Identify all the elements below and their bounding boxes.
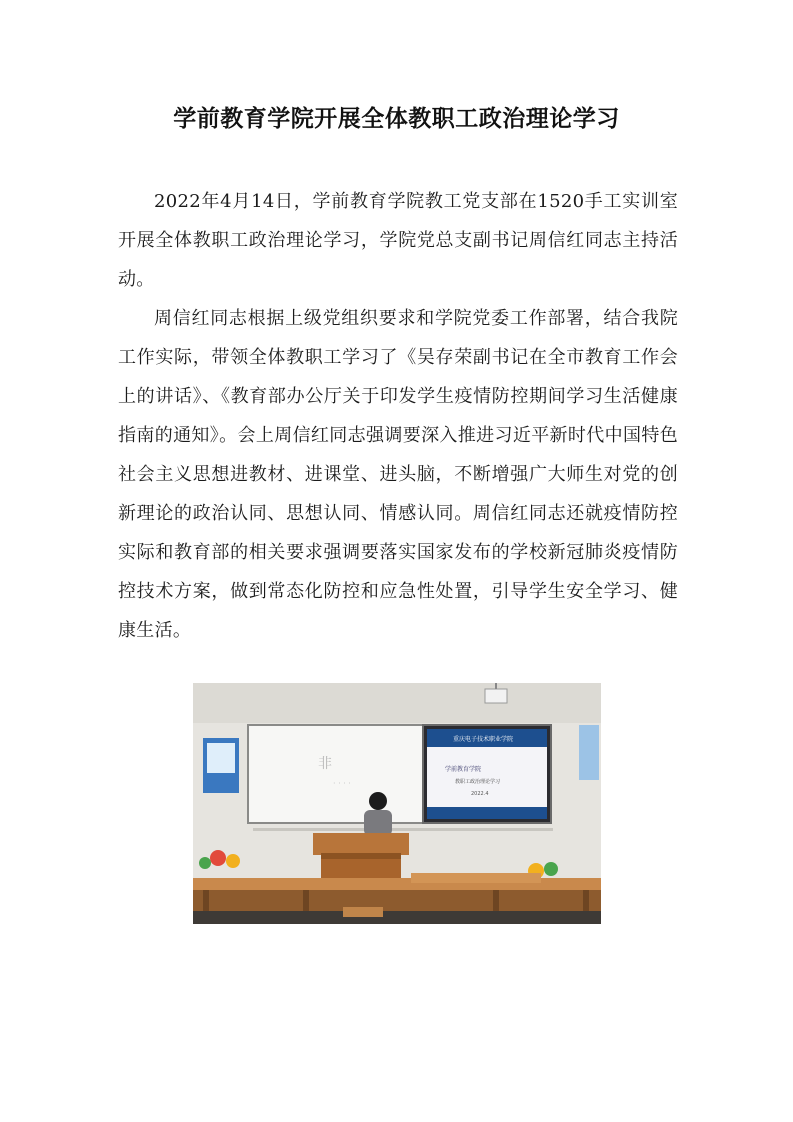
paragraph-2: 周信红同志根据上级党组织要求和学院党委工作部署，结合我院工作实际，带领全体教职工学习了《吴存荣副书记在全市教育工作会上的讲话》、《教育部办公厅关于印发学生疫情防控期间学习生活健康指南的通知》。会上周信红同志强调要深入推进习近平新时代中国特色社会主义思想进教材、进课堂、进头脑，不断增强广大师生对党的创新理论的政治认同、思想认同、情感认同。周信红同志还就疫情防控实际和教育部的相关要求强调要落实国家发布的学校新冠肺炎疫情防控技术方案，做到常态化防控和应急性处置，引导学生安全学习、健康生活。 xyxy=(118,308,678,641)
screen-header-text: 重庆电子技术职业学院 xyxy=(453,736,514,743)
screen-date-text: 2022.4 xyxy=(471,791,489,797)
article-body xyxy=(118,182,678,650)
article-title: 学前教育学院开展全体教职工政治理论学习 xyxy=(173,106,620,132)
paragraph-1: 2022年4月14日，学前教育学院教工党支部在1520手工实训室开展全体教职工政治理论学习，学院党总支副书记周信红同志主持活动。 xyxy=(118,191,678,290)
screen-subtitle-text: 教职工政治理论学习 xyxy=(455,779,501,785)
svg-text:非: 非 xyxy=(318,756,332,772)
screen-title-text: 学前教育学院 xyxy=(445,766,482,773)
svg-text:· · · ·: · · · · xyxy=(333,779,351,788)
meeting-photo xyxy=(193,683,601,924)
